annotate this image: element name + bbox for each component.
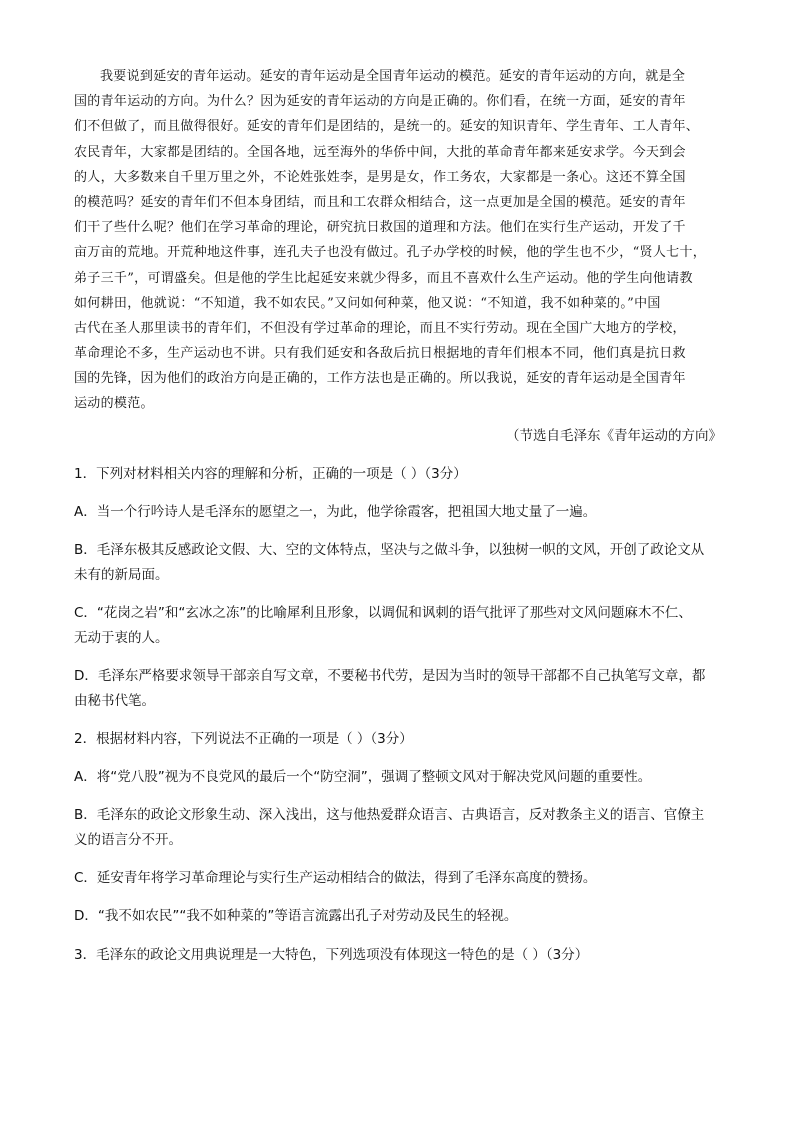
passage-line: 国的青年运动的方向。为什么？因为延安的青年运动的方向是正确的。你们看，在统一方面，延安的青年 [74, 94, 686, 110]
question-2-option-c [74, 866, 729, 891]
passage-line: 弟子三千”，可谓盛矣。但是他的学生比起延安来就少得多，而且不喜欢什么生产运动。他的学生向他请教 [74, 270, 693, 286]
question-1-stem [74, 462, 729, 487]
option-line: A．当一个行吟诗人是毛泽东的愿望之一，为此，他学徐霞客，把祖国大地丈量了一遍。 [74, 504, 597, 520]
question-1-option-a [74, 500, 729, 525]
option-line: A．将“党八股”视为不良党风的最后一个“防空洞”，强调了整顿文风对于解决党风问题的重要性。 [74, 769, 652, 785]
option-line: 义的语言分不开。 [74, 832, 182, 848]
question-1-option-d [74, 664, 729, 714]
question-1-option-c [74, 601, 729, 651]
passage-line: 们干了些什么呢？他们在学习革命的理论，研究抗日救国的道理和方法。他们在实行生产运动，开发了千 [74, 220, 686, 236]
passage-source: （节选自毛泽东《青年运动的方向》 [506, 428, 722, 444]
passage-line: 古代在圣人那里读书的青年们，不但没有学过革命的理论，而且不实行劳动。现在全国广大地方的学校， [74, 320, 686, 336]
passage-line: 的人，大多数来自千里万里之外，不论姓张姓李，是男是女，作工务农，大家都是一条心。这还不算全国 [74, 169, 686, 185]
option-line: 由秘书代笔。 [74, 693, 155, 709]
question-3-stem [74, 943, 729, 968]
question-1-option-b [74, 538, 729, 588]
option-line: C．“花岗之岩”和“玄冰之冻”的比喻犀利且形象，以调侃和讽刺的语气批评了那些对文风问题麻木不仁、 [74, 605, 692, 621]
question-stem: 2．根据材料内容，下列说法不正确的一项是（ ）（3分） [74, 731, 413, 747]
passage-line: 农民青年，大家都是团结的。全国各地，远至海外的华侨中间，大批的革命青年都来延安求学。今天到会 [74, 144, 686, 160]
passage-line: 的模范吗？延安的青年们不但本身团结，而且和工农群众相结合，这一点更加是全国的模范。延安的青年 [74, 194, 686, 210]
question-stem: 1．下列对材料相关内容的理解和分析，正确的一项是（ ）（3分） [74, 466, 467, 482]
passage-line: 国的先锋，因为他们的政治方向是正确的，工作方法也是正确的。所以我说，延安的青年运动是全国青年 [74, 371, 686, 387]
passage-line: 运动的模范。 [74, 396, 154, 412]
passage-line: 我要说到延安的青年运动。延安的青年运动是全国青年运动的模范。延安的青年运动的方向，就是全 [100, 69, 686, 84]
option-line: B．毛泽东的政论文形象生动、深入浅出，这与他热爱群众语言、古典语言，反对教条主义的语言、官僚主 [74, 807, 705, 823]
option-line: 无动于衷的人。 [74, 630, 169, 646]
option-line: 未有的新局面。 [74, 567, 169, 583]
passage-line: 革命理论不多，生产运动也不讲。只有我们延安和各敌后抗日根据地的青年们根本不同，他们真是抗日救 [74, 346, 686, 362]
question-2-option-a [74, 765, 729, 790]
option-line: D．毛泽东严格要求领导干部亲自写文章，不要秘书代劳，是因为当时的领导干部都不自己执笔写文章，都 [74, 668, 706, 684]
question-2-stem [74, 727, 729, 752]
option-line: D．“我不如农民”“我不如种菜的”等语言流露出孔子对劳动及民生的轻视。 [74, 908, 518, 924]
passage-line: 如何耕田，他就说：“不知道，我不如农民。”又问如何种菜，他又说：“不知道，我不如种菜的。”中国 [74, 295, 661, 311]
reading-passage [74, 64, 729, 417]
question-2-option-d [74, 904, 729, 929]
question-stem: 3．毛泽东的政论文用典说理是一大特色，下列选项没有体现这一特色的是（ ）（3分） [74, 947, 589, 963]
passage-line: 们不但做了，而且做得很好。延安的青年们是团结的，是统一的。延安的知识青年、学生青年、工人青年、 [74, 119, 700, 135]
option-line: C．延安青年将学习革命理论与实行生产运动相结合的做法，得到了毛泽东高度的赞扬。 [74, 870, 597, 886]
passage-line: 亩万亩的荒地。开荒种地这件事，连孔夫子也没有做过。孔子办学校的时候，他的学生也不少，“贤人七十， [74, 245, 707, 261]
question-2-option-b [74, 803, 729, 853]
option-line: B．毛泽东极其反感政论文假、大、空的文体特点，坚决与之做斗争，以独树一帜的文风，开创了政论文从 [74, 542, 705, 558]
